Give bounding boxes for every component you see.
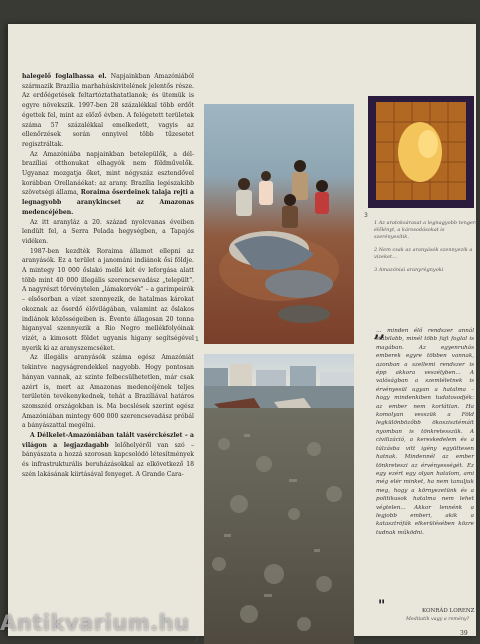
paragraph-3 bbox=[22, 218, 194, 247]
main-text-column bbox=[22, 72, 194, 632]
photo-number: 2 bbox=[195, 636, 199, 643]
paragraph-text: Az Amazóniába napjainkban betelepülők, a dél-brazíliai otthonukat elhagyók nem földművelők. Ugyanaz mozgatja őket, mint négyszáz esztendővel korábban Orellanáékat: az arany. Brazília legészakibb szövetségi állama, bbox=[22, 150, 194, 197]
quote-close-mark: " bbox=[378, 598, 386, 614]
paragraph-6 bbox=[22, 431, 194, 480]
page-number: 39 bbox=[460, 630, 468, 637]
paragraph-1 bbox=[22, 72, 194, 150]
book-page bbox=[8, 24, 477, 643]
paragraph-5 bbox=[22, 353, 194, 431]
paragraph-text: Napjainkban Amazóniából származik Brazília marhahúskivitelének jelentős része. Az erdőégetések feltartóztathatatlanok; és ütemük is egyre növekszik. 1997-ben 28 százalékkal több erdőt égettek fel, mint az előző évben. A felégetett területek száma 57 százalékkal emelkedett, vagyis az ellenőrzések során ennyivel több tűzesetet regisztráltak. bbox=[22, 73, 194, 148]
paragraph-lead: A Délkelet-Amazóniában talált vasérckészlet – a világon a legjazdagabb bbox=[22, 432, 194, 449]
watermark: Antikvarium.hu bbox=[0, 611, 190, 635]
paragraph-text: lelőhelyéről van szó – bányászata a hozzá szorosan kapcsolódó létesítmények és infrastrukturális beruházásokkal az elkövetkező 18 szén lakásának kiirtásával fenyeget. A Grande Cara- bbox=[22, 441, 194, 478]
caption-1: 1 Az aratoksárasat a legnagyobb tengeri élőlényt, a károsodásokat is szerényesítik. bbox=[374, 220, 477, 240]
caption-3: 3 Amazóniai aranyrégnyoki bbox=[374, 267, 444, 273]
paragraph-text: Az illegális aranyásók száma egész Amazóniát tekintve nagyságrendekkel nagyobb. Hogy pontosan hányan vannak, az szinte felbecsülhetetlen, már csak azért is, mert az Amazonas medencéjének teljes területén tevékenykednek, tehát a Brazíliával határos szomszéd országokban is. Ma becslések szerint egész Amazóniában mintegy 600 000 szerencsevadász próbál a bányászattal megélni. bbox=[22, 354, 194, 430]
photo-gold-grid bbox=[368, 96, 474, 208]
quote-open-mark: ,, bbox=[374, 322, 386, 341]
photo-number: 1 bbox=[195, 336, 199, 343]
quote-author: KONRÁD LORENZ bbox=[422, 608, 475, 614]
paragraph-lead: halegelő foglalhassa el. bbox=[22, 73, 107, 80]
photo-polluted-harbour bbox=[204, 354, 354, 644]
photo-captions bbox=[374, 220, 478, 280]
caption-2: 2 Nem csak az aranyásók szennyezik a vizeket... bbox=[374, 247, 473, 260]
photo-number: 3 bbox=[364, 212, 368, 219]
paragraph-4 bbox=[22, 247, 194, 354]
photo-river-fishermen bbox=[204, 104, 354, 344]
quote-source: Meditatik vagy a remény? bbox=[406, 617, 470, 622]
quote-text: … minden élő rendszer annál stabilabb, minél több fajt foglal is magában. Az egyenruhás emberek egyre többen vannak, azonban a szellemi rendszer is épp akkora veszélyben... A valóságban a szemléletnek is érvényesül ugyan a hatalma – hogy mindenkiben tudatosodjék: az ember nem korlátlan. Ha komolyan vesszük a Föld legkülönbözőbb ökoszisztémáit nyomban is tönkretesszük. A civilizáció, a kereskedelem és a túlzásba vitt igény együttesen hatnak. Mindennél az ember tönkreteszi az érvényességét. Ez egy ezért egy olyan hatalom, ami még elér minket, ha nem tanuljuk meg, hogy a környezetünk és a politikusok hatalma nem lehet végtelen... Akkor lennénk a legjobb emberi, akik a katasztrófák elkerülésében közre tudnak működni. bbox=[376, 328, 474, 536]
paragraph-bold-inline: Roraima őserdeinek talaja rejti a legnagyobb aranykincset az Amazonas medencéjében. bbox=[22, 189, 194, 216]
paragraph-text: 1987-ben kezdték Roraima államot ellepni az aranyásók. Ez a terület a janománi indiánok ősi földje. A mintegy 10 000 őslakó mellé két év leforgása alatt több mint 40 000 illegális szerencsevadász „települt". A nagyrészt törvénytelen „lámakorvók" – a garimpeirók – elsősorban a vízet szennyezik, de hatalmas károkat okoznak az őserdő élővilágában, valamint az őslakos indiánok közösségeiben is. Évente állagosan 20 tonna higanyval szennyezik a Rio Negro mellékfolyóinak vizét, a kimosott földet ugyanis higany segítségével nyerik ki az aranyszemcséket. bbox=[22, 247, 194, 352]
paragraph-text: Az itt aranyláz a 20. század nyolcvanas éveiben lendült fel, a Serra Pelada hegységben, a Tapajós vidéken. bbox=[22, 218, 194, 245]
paragraph-2 bbox=[22, 150, 194, 218]
